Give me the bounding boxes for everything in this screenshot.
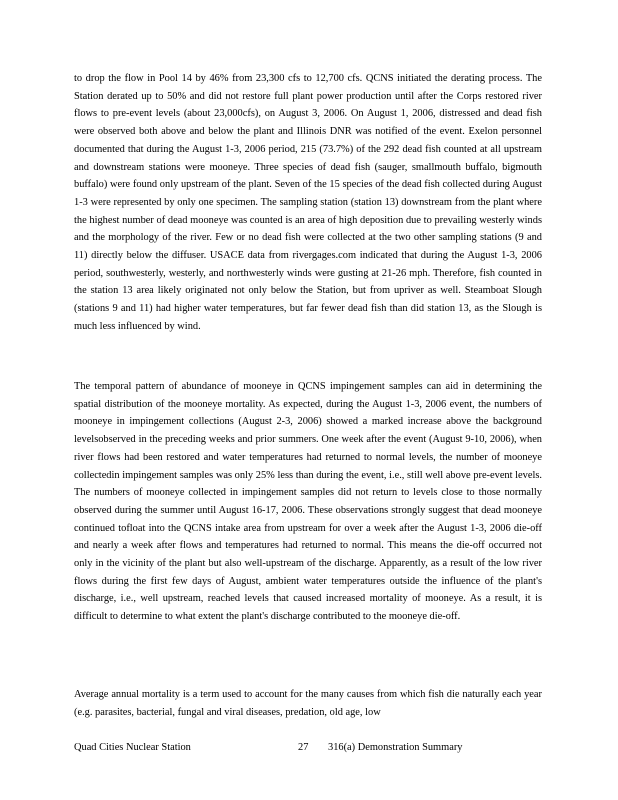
footer-document-title: 316(a) Demonstration Summary — [328, 742, 463, 753]
footer-station-name: Quad Cities Nuclear Station — [74, 742, 191, 753]
body-paragraph-3: Average annual mortality is a term used to account for the many causes from which fish die naturally each year (e.g. parasites, bacterial, fungal and viral diseases, predation, old age, low — [74, 689, 542, 718]
page-footer — [74, 742, 542, 760]
body-paragraph-1: to drop the flow in Pool 14 by 46% from 23,300 cfs to 12,700 cfs. QCNS initiated the derating process. The Station derated up to 50% and did not restore full plant power production until after the Corps restored river flows to pre-event levels (about 23,000cfs), on August 3, 2006. On August 1, 2006, distressed and dead fish were observed both above and below the plant and Illinois DNR was notified of the event. Exelon personnel documented that during the August 1-3, 2006 period, 215 (73.7%) of the 292 dead fish counted at all upstream and downstream stations were mooneye. Three species of dead fish (sauger, smallmouth buffalo, bigmouth buffalo) were found only upstream of the plant. Seven of the 15 species of the dead fish collected during August 1-3 were represented by only one specimen. The sampling station (station 13) downstream from the plant where the highest number of dead mooneye was counted is an area of high deposition due to prevailing westerly winds and the morphology of the river. Few or no dead fish were collected at the two other sampling stations (9 and 11) directly below the diffuser. USACE data from rivergages.com indicated that during the August 1-3, 2006 period, southwesterly, westerly, and northwesterly winds were gusting at 21-26 mph. Therefore, fish counted in the station 13 area likely originated not only below the Station, but from upriver as well. Steamboat Slough (stations 9 and 11) had higher water temperatures, but far fewer dead fish than did station 13, as the Slough is much less influenced by wind. — [74, 73, 542, 332]
footer-page-number: 27 — [298, 742, 309, 753]
body-paragraph-2: The temporal pattern of abundance of mooneye in QCNS impingement samples can aid in determining the spatial distribution of the mooneye mortality. As expected, during the August 1-3, 2006 event, the numbers of mooneye in impingement collections (August 2-3, 2006) showed a marked increase above the background levelsobserved in the preceding weeks and prior summers. One week after the event (August 9-10, 2006), when river flows had been restored and water temperatures had returned to normal levels, the number of mooneye collectedin impingement samples was only 25% less than during the event, i.e., still well above pre-event levels. The numbers of mooneye collected in impingement samples did not return to levels close to those normally observed during the summer until August 16-17, 2006. These observations strongly suggest that dead mooneye continued tofloat into the QCNS intake area from upstream for over a week after the August 1-3, 2006 die-off and nearly a week after flows and temperatures had returned to normal. This means the die-off occurred not only in the vicinity of the plant but also well-upstream of the discharge. Apparently, as a result of the low river flows during the first few days of August, ambient water temperatures outside the influence of the plant's discharge, i.e., well upstream, reached levels that caused increased mortality of mooneye. As a result, it is difficult to determine to what extent the plant's discharge contributed to the mooneye die-off. — [74, 381, 542, 623]
